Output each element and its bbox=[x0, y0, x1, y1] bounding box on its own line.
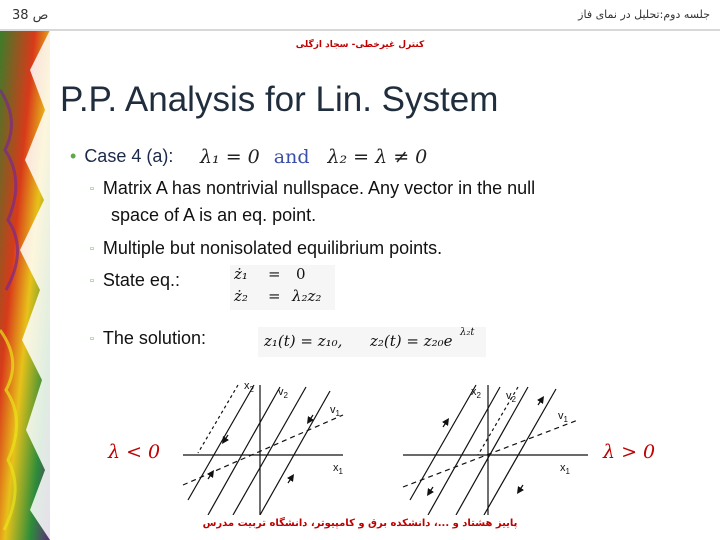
right-traj-3 bbox=[484, 389, 556, 515]
and-word: and bbox=[273, 146, 310, 168]
footer-text: پاییز هشتاد و ...، دانشکده برق و کامپیوتر، دانشگاه تربیت مدرس bbox=[202, 518, 518, 529]
eigenvalue-2: λ₂ = λ ≠ 0 bbox=[327, 146, 428, 168]
lambda-positive-label: λ > 0 bbox=[603, 441, 656, 463]
eq2-sign: = bbox=[268, 287, 281, 305]
page-number: ص 38 bbox=[12, 8, 49, 23]
eq1-rhs: 0 bbox=[296, 265, 306, 283]
left-arrow-2 bbox=[288, 477, 292, 483]
case-label: Case 4 (a): bbox=[84, 146, 174, 166]
right-x2-label: $x_2$ bbox=[471, 386, 481, 400]
eigenvalue-1: λ₁ = 0 bbox=[200, 146, 260, 168]
fractal-decoration bbox=[0, 30, 50, 540]
lambda-negative-label: λ < 0 bbox=[108, 441, 161, 463]
solution-label: The solution: bbox=[102, 328, 206, 348]
right-arrow-4 bbox=[538, 399, 542, 405]
solution-z2: z₂(t) = z₂₀e bbox=[370, 332, 453, 350]
session-title: جلسه دوم:تحلیل در نمای فاز bbox=[578, 8, 710, 21]
left-traj-3 bbox=[260, 391, 330, 515]
right-traj-2 bbox=[456, 387, 528, 515]
left-v2-label: $v_2$ bbox=[278, 386, 288, 400]
right-v1-label: $v_1$ bbox=[558, 410, 568, 424]
eq1-lhs: ż₁ bbox=[234, 265, 248, 283]
header-divider bbox=[0, 29, 720, 31]
solution-equations bbox=[258, 327, 486, 357]
left-x2-label: $x_2$ bbox=[244, 380, 254, 394]
sub-bullet-state-eq bbox=[90, 268, 180, 296]
slide-title: P.P. Analysis for Lin. System bbox=[60, 80, 499, 119]
portrait-stable bbox=[183, 385, 343, 515]
left-v2-line bbox=[198, 385, 238, 453]
eq2-lhs: ż₂ bbox=[234, 287, 248, 305]
sub-bullet-nullspace bbox=[90, 176, 535, 204]
case-bullet bbox=[70, 146, 173, 167]
square-bullet-icon: ▫ bbox=[90, 275, 94, 287]
square-bullet-icon: ▫ bbox=[90, 243, 94, 255]
right-traj-4 bbox=[410, 385, 476, 500]
sub-bullet-nullspace-cont bbox=[111, 203, 316, 228]
bullet-dot-icon: • bbox=[70, 146, 77, 166]
left-traj-4 bbox=[188, 385, 254, 500]
left-v1-label: $v_1$ bbox=[330, 404, 340, 418]
portrait-unstable bbox=[403, 385, 588, 515]
square-bullet-icon: ▫ bbox=[90, 333, 94, 345]
left-arrow-4 bbox=[309, 415, 313, 421]
eq2-rhs: λ₂z₂ bbox=[292, 287, 322, 305]
state-equations bbox=[230, 265, 335, 310]
state-eq-row-2 bbox=[230, 287, 335, 309]
solution-exponent: λ₂t bbox=[460, 327, 475, 338]
eigenvalue-condition bbox=[200, 146, 427, 168]
sub-bullet-solution bbox=[90, 326, 206, 354]
phase-portrait-figure bbox=[178, 375, 590, 515]
right-arrow-3 bbox=[429, 487, 433, 493]
author-line: کنترل غیرخطی- سجاد ازگلی bbox=[295, 40, 425, 50]
right-v2-label: $v_2$ bbox=[506, 390, 516, 404]
state-eq-row-1 bbox=[230, 265, 335, 287]
right-arrow-2 bbox=[519, 485, 523, 491]
solution-z1: z₁(t) = z₁₀, bbox=[264, 332, 343, 350]
left-x1-label: $x_1$ bbox=[333, 462, 343, 476]
nullspace-text-1: Matrix A has nontrivial nullspace. Any vector in the null bbox=[102, 178, 536, 198]
eq1-sign: = bbox=[268, 265, 281, 283]
sub-bullet-multiple bbox=[90, 236, 442, 264]
state-eq-label: State eq.: bbox=[102, 270, 180, 290]
right-arrow-1 bbox=[443, 421, 447, 427]
multiple-eq-text: Multiple but nonisolated equilibrium points. bbox=[102, 238, 443, 258]
right-x1-label: $x_1$ bbox=[560, 462, 570, 476]
square-bullet-icon: ▫ bbox=[90, 183, 94, 195]
nullspace-text-2: space of A is an eq. point. bbox=[111, 205, 317, 225]
left-v1-line bbox=[183, 415, 343, 485]
